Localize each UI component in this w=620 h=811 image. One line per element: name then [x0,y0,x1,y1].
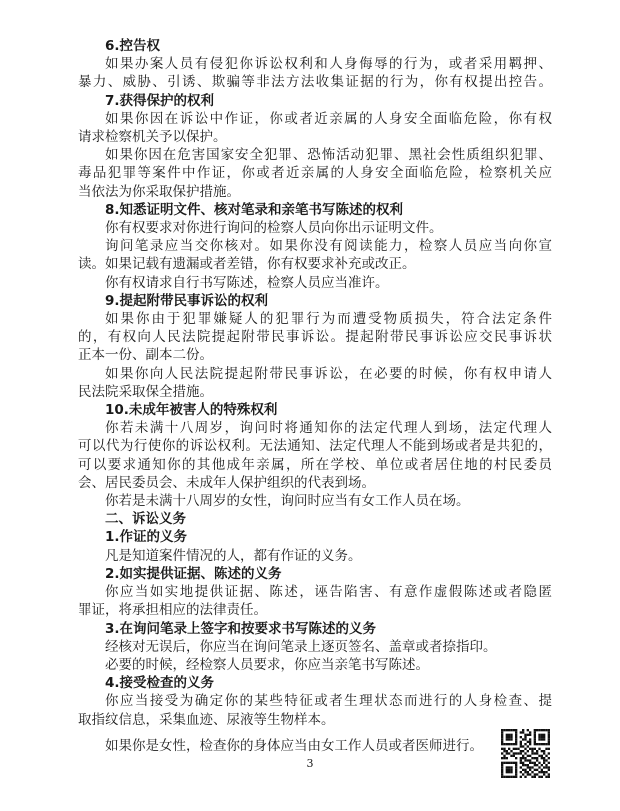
qr-module [529,741,531,743]
qr-module [534,776,536,778]
paragraph-line: 取指纹信息，采集血迹、尿液等生物样本。 [78,711,335,728]
qr-module [527,745,529,747]
document-body [78,37,552,755]
qr-module [541,738,543,740]
qr-module [529,748,531,750]
qr-module [524,734,526,736]
qr-module [520,745,522,747]
qr-module [520,771,522,773]
qr-module [541,729,543,731]
qr-module [522,738,524,740]
qr-module [545,729,547,731]
qr-module [531,771,533,773]
qr-module [522,729,524,731]
qr-module [541,734,543,736]
qr-module [527,750,529,752]
heading-minor-victim-right: 10.未成年被害人的特殊权利 [105,402,278,419]
paragraph-line: 民法院采取保全措施。 [78,383,213,400]
paragraph-line: 会、居民委员会、未成年人保护组织的代表到场。 [78,474,375,491]
qr-module [548,776,550,778]
qr-module [527,773,529,775]
qr-module [510,776,512,778]
qr-module [508,776,510,778]
qr-module [513,743,515,745]
qr-module [501,741,503,743]
qr-module [548,773,550,775]
paragraph-line: 如果办案人员有侵犯你诉讼权利和人身侮辱的行为，或者采用羁押、 [105,56,552,73]
paragraph-line: 请求检察机关予以保护。 [78,129,227,146]
qr-module [506,736,508,738]
qr-module [501,752,503,754]
qr-module [534,748,536,750]
qr-module [527,734,529,736]
paragraph-line: 当依法为你采取保护措施。 [78,183,240,200]
qr-module [510,771,512,773]
qr-module [541,776,543,778]
paragraph-line: 凡是知道案件情况的人，都有作证的义务。 [105,547,362,564]
paragraph-line: 毒品犯罪等案件中作证，你或者近亲属的人身安全面临危险，检察机关应 [78,165,552,182]
paragraph-line: 必要的时候，经检察人员要求，你应当亲笔书写陈述。 [105,656,429,673]
heading-protection-right: 7.获得保护的权利 [105,92,215,109]
paragraph-line: 正本一份、副本二份。 [78,347,213,364]
paragraph-line: 你有权请求自行书写陈述，检察人员应当准许。 [105,274,389,291]
qr-module [534,731,536,733]
qr-module [524,738,526,740]
qr-module [510,734,512,736]
qr-module [520,776,522,778]
qr-module [508,748,510,750]
qr-module [501,743,503,745]
qr-module [515,729,517,731]
page-number: 3 [306,757,314,770]
qr-module [506,771,508,773]
paragraph-line: 如果你由于犯罪嫌疑人的犯罪行为而遭受物质损失，符合法定条件 [105,311,552,328]
qr-module [548,734,550,736]
qr-module [501,736,503,738]
qr-module [538,736,540,738]
qr-module [543,738,545,740]
qr-module [506,738,508,740]
qr-module [508,736,510,738]
qr-module [501,731,503,733]
qr-module [515,743,517,745]
qr-module [538,729,540,731]
qr-module [548,729,550,731]
qr-module [517,752,519,754]
qr-module [538,748,540,750]
qr-module [515,771,517,773]
qr-module [529,738,531,740]
qr-module [534,741,536,743]
qr-module [541,771,543,773]
qr-module [515,738,517,740]
qr-module [513,729,515,731]
qr-module [522,745,524,747]
qr-module [520,750,522,752]
qr-module [501,729,503,731]
qr-module [508,738,510,740]
qr-module [538,734,540,736]
qr-module [543,736,545,738]
paragraph-line: 你应当如实地提供证据、陈述，诬告陷害、有意作虚假陈述或者隐匿 [105,584,552,601]
qr-module [506,752,508,754]
qr-module [536,773,538,775]
qr-module [548,748,550,750]
heading-civil-litigation-right: 9.提起附带民事诉讼的权利 [105,292,269,309]
qr-module [534,734,536,736]
qr-module [524,743,526,745]
qr-module [501,776,503,778]
qr-module [545,771,547,773]
paragraph-line: 你若是未满十八周岁的女性，询问时应当有女工作人员在场。 [105,493,470,510]
qr-module [510,743,512,745]
qr-module [520,743,522,745]
qr-module [515,776,517,778]
paragraph-line: 可以代为行使你的诉讼权利。无法通知、法定代理人不能到场或者是共犯的， [78,438,552,455]
qr-module [543,729,545,731]
qr-module [538,738,540,740]
qr-module [529,773,531,775]
paragraph-line: 的，有权向人民法院提起附带民事诉讼。提起附带民事诉讼应交民事诉状 [78,329,552,346]
qr-module [529,731,531,733]
qr-module [536,750,538,752]
qr-module [541,743,543,745]
qr-module [501,738,503,740]
paragraph-line: 如果你是女性，检查你的身体应当由女工作人员或者医师进行。 [105,737,483,754]
qr-module [510,736,512,738]
qr-module [543,773,545,775]
qr-module [506,743,508,745]
qr-module [536,729,538,731]
paragraph-line: 如果你因在危害国家安全犯罪、恐怖活动犯罪、黑社会性质组织犯罪、 [105,147,552,164]
qr-module [524,736,526,738]
paragraph-gap [78,729,552,737]
qr-module [520,752,522,754]
qr-module [513,776,515,778]
qr-module [548,752,550,754]
qr-module [529,734,531,736]
qr-module [506,776,508,778]
qr-module [522,750,524,752]
qr-module [503,748,505,750]
qr-module [534,752,536,754]
qr-module [541,750,543,752]
qr-module [520,731,522,733]
paragraph-line: 可以要求通知你的其他成年亲属，所在学校、单位或者居住地的村民委员 [78,456,552,473]
section-heading-litigation-obligations: 二、诉讼义务 [105,511,186,528]
qr-module [510,738,512,740]
qr-module [515,736,517,738]
qr-module [506,729,508,731]
qr-module [503,750,505,752]
qr-module [501,773,503,775]
qr-module [522,773,524,775]
qr-module [520,736,522,738]
qr-module [501,771,503,773]
qr-module [513,748,515,750]
qr-module [536,752,538,754]
qr-module [543,734,545,736]
qr-module [543,752,545,754]
qr-module [534,729,536,731]
qr-module [503,743,505,745]
heading-accept-examination-obligation: 4.接受检查的义务 [105,675,215,692]
heading-truthful-evidence-obligation: 2.如实提供证据、陈述的义务 [105,565,282,582]
qr-module [536,743,538,745]
qr-module [520,741,522,743]
paragraph-line: 读。如果记载有遗漏或者差错，你有权要求补充或改正。 [78,256,416,273]
paragraph-line: 经核对无误后，你应当在询问笔录上逐页签名、盖章或者捺指印。 [105,638,497,655]
qr-module [503,729,505,731]
qr-module [545,743,547,745]
qr-module [515,741,517,743]
qr-module [527,771,529,773]
qr-module [524,752,526,754]
qr-module [508,752,510,754]
qr-module [522,731,524,733]
paragraph-line: 罪证，将承担相应的法律责任。 [78,602,267,619]
qr-module [531,752,533,754]
heading-complaint-right: 6.控告权 [105,38,161,54]
qr-module [501,734,503,736]
qr-code-icon [500,728,551,779]
qr-module [508,734,510,736]
qr-module [543,750,545,752]
qr-module [543,771,545,773]
qr-module [548,738,550,740]
qr-module [548,731,550,733]
qr-module [515,752,517,754]
qr-module [548,743,550,745]
paragraph-line: 如果你向人民法院提起附带民事诉讼，在必要的时候，你有权申请人 [105,365,552,382]
paragraph-line: 你有权要求对你进行询问的检察人员向你出示证明文件。 [105,220,443,237]
qr-module [527,741,529,743]
qr-module [538,743,540,745]
qr-module [508,729,510,731]
qr-module [534,743,536,745]
qr-module [531,750,533,752]
heading-sign-record-obligation: 3.在询问笔录上签字和按要求书写陈述的义务 [105,620,377,637]
qr-module [545,748,547,750]
qr-module [501,748,503,750]
qr-module [515,731,517,733]
heading-document-verification-right: 8.知悉证明文件、核对笔录和亲笔书写陈述的权利 [105,201,404,218]
qr-module [529,743,531,745]
qr-module [541,736,543,738]
qr-module [515,773,517,775]
qr-module [531,748,533,750]
qr-module [506,750,508,752]
paragraph-line: 如果你因在诉讼中作证，你或者近亲属的人身安全面临危险，你有权 [105,110,552,127]
qr-module [543,743,545,745]
qr-module [524,748,526,750]
paragraph-line: 你若未满十八周岁，询问时将通知你的法定代理人到场，法定代理人 [105,420,552,437]
qr-module [545,776,547,778]
qr-module [515,748,517,750]
paragraph-line: 暴力、威胁、引诱、欺骗等非法方法收集证据的行为，你有权提出控告。 [78,74,552,91]
qr-module [531,776,533,778]
qr-module [534,738,536,740]
qr-module [510,750,512,752]
qr-module [508,743,510,745]
qr-module [503,776,505,778]
qr-module [510,729,512,731]
qr-module [508,771,510,773]
qr-module [538,776,540,778]
qr-module [524,776,526,778]
qr-module [534,736,536,738]
qr-module [527,729,529,731]
qr-module [506,734,508,736]
qr-module [517,748,519,750]
qr-module [524,771,526,773]
heading-testify-obligation: 1.作证的义务 [105,529,188,546]
paragraph-line: 你应当接受为确定你的某些特征或者生理状态而进行的人身检查、提 [105,693,552,710]
qr-module [515,734,517,736]
paragraph-line: 询问笔录应当交你核对。如果你没有阅读能力，检察人员应当向你宣 [105,238,552,255]
qr-module [548,736,550,738]
qr-module [513,752,515,754]
qr-module [538,771,540,773]
qr-module [534,773,536,775]
qr-module [548,741,550,743]
